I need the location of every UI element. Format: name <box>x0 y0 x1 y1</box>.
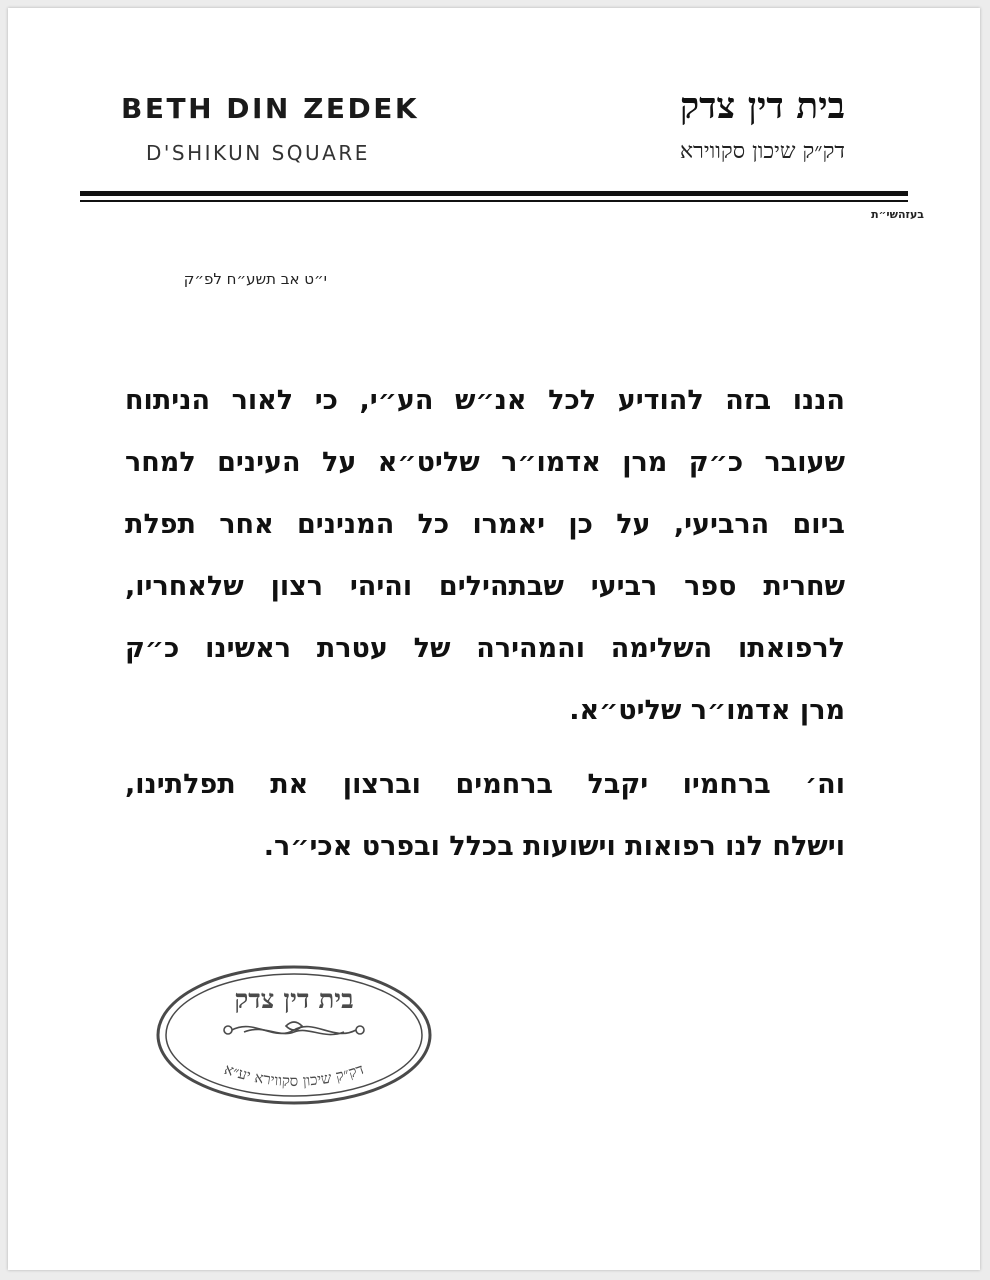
body-line: שעובר כ״ק מרן אדמו״ר שליט״א על העינים למחר <box>125 447 845 478</box>
body-line: וישלח לנו רפואות וישועות בכלל ובפרט אכי״ר. <box>263 831 845 862</box>
body-line: ביום הרביעי, על כן יאמרו כל המנינים אחר תפלת <box>125 509 845 540</box>
body-paragraph-2 <box>125 754 845 878</box>
letterhead-english-subtitle: D'SHIKUN SQUARE <box>146 141 370 165</box>
letter-body <box>125 370 845 878</box>
letter-page <box>8 8 980 1270</box>
court-stamp <box>154 962 434 1108</box>
body-line: וה׳ ברחמיו יקבל ברחמים וברצון את תפלתינו, <box>125 769 845 800</box>
stamp-top-text: בית דין צדק <box>234 985 354 1015</box>
body-paragraph-1 <box>125 370 845 742</box>
body-line: לרפואתו השלימה והמהירה של עטרת ראשינו כ״ק <box>125 633 845 664</box>
letterhead-hebrew-subtitle: דק״ק שיכון סקווירא <box>679 139 845 164</box>
body-line: שחרית ספר רביעי שבתהילים והיהי רצון שלאחריו, <box>125 571 845 602</box>
letter-date: י״ט אב תשע״ח לפ״ק <box>183 270 327 288</box>
stamp-bottom-text: דק״ק שיכון סקווירא יע״א <box>221 1059 367 1091</box>
letterhead-english-title: BETH DIN ZEDEK <box>121 92 420 125</box>
body-line: הננו בזה להודיע לכל אנ״ש הע״י, כי לאור הניתוח <box>125 385 845 416</box>
bsd-mark: בעזהשי״ת <box>871 208 924 221</box>
letterhead-divider-thin <box>80 200 908 202</box>
letterhead-divider-thick <box>80 191 908 196</box>
letterhead-hebrew-title: בית דין צדק <box>679 85 845 127</box>
stamp-flourish-icon <box>224 1022 364 1035</box>
body-line: מרן אדמו״ר שליט״א. <box>569 695 845 726</box>
